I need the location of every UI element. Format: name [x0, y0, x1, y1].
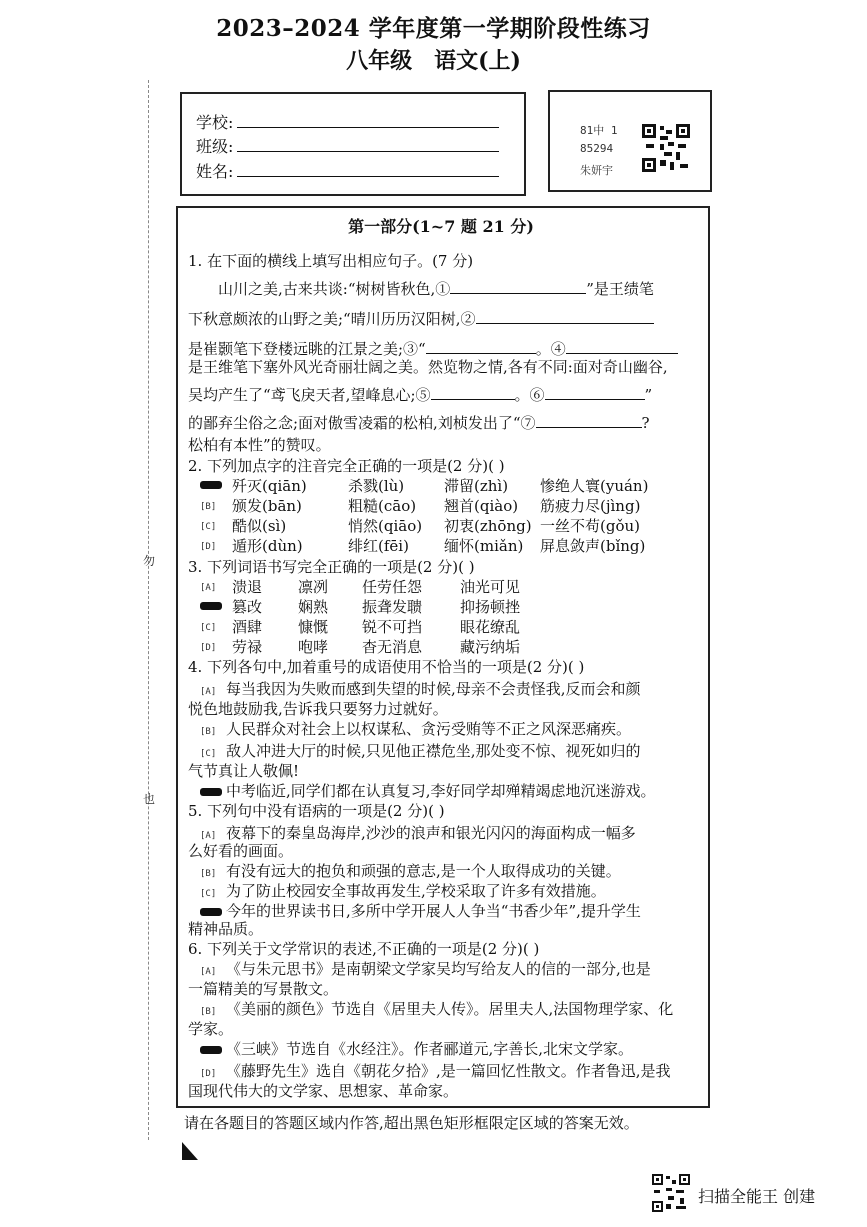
q1-line-5: 吴均产生了“鸢飞戾天者,望峰息心;⑤ 。⑥ ”	[188, 386, 653, 404]
q2-option-item: 惨绝人寰(yuán)	[540, 477, 649, 495]
grade-label: 八年级	[346, 48, 413, 74]
q6-option-a[interactable]: [A] 《与朱元思书》是南朝梁文学家吴均写给友人的信的一部分,也是	[200, 960, 651, 978]
q3-option-item: 杳无消息	[362, 638, 423, 656]
student-code-box	[548, 90, 712, 192]
q3-option-item: 咆哮	[298, 638, 329, 656]
code-line-1: 81中 1	[580, 124, 618, 137]
q3-stem: 3. 下列词语书写完全正确的一项是(2 分)( )	[188, 558, 475, 576]
q5-stem: 5. 下列句中没有语病的一项是(2 分)( )	[188, 802, 445, 820]
q3-option-item: 酒肆	[232, 618, 263, 636]
q4-option-c[interactable]: [C] 敌人冲进大厅的时候,只见他正襟危坐,那处变不惊、视死如归的	[200, 742, 641, 760]
q3-option-item: 油光可见	[460, 578, 521, 596]
binding-mark: 也	[143, 792, 156, 806]
q1-line-3: 是崔颢笔下登楼远眺的江景之美;③“ 。④	[188, 338, 678, 359]
q1-blank-6[interactable]	[545, 387, 645, 400]
code-line-2: 85294	[580, 142, 614, 155]
q2-option-item: 缅怀(miǎn)	[444, 537, 524, 555]
q3-option-tag[interactable]: [D]	[200, 643, 217, 653]
school-row	[196, 110, 499, 133]
q1-blank-5[interactable]	[431, 387, 515, 400]
class-label: 班级:	[196, 137, 234, 156]
q3-option-item: 抑扬顿挫	[460, 598, 521, 616]
qr-code-icon	[642, 124, 690, 172]
section-title: 第一部分(1~7 题 21 分)	[348, 217, 534, 236]
q6-option-b-cont: 学家。	[188, 1020, 234, 1038]
q6-option-c[interactable]: 《三峡》节选自《水经注》。作者郦道元,字善长,北宋文学家。	[200, 1038, 633, 1059]
q6-option-d[interactable]: [D] 《藤野先生》选自《朝花夕拾》,是一篇回忆性散文。作者鲁迅,是我	[200, 1062, 671, 1080]
exam-subtitle	[0, 44, 867, 75]
q5-option-d-cont: 精神品质。	[188, 920, 264, 938]
q1-line-4: 是王维笔下塞外风光奇丽壮阔之美。然览物之情,各有不同:面对奇山幽谷,	[188, 358, 668, 376]
q2-option-item: 酷似(sì)	[232, 517, 287, 535]
q2-option-item: 一丝不苟(gǒu)	[540, 517, 640, 535]
q1-blank-1[interactable]	[450, 281, 586, 294]
q2-option-item: 遁形(dùn)	[232, 537, 303, 555]
q2-option-item: 粗糙(cāo)	[348, 497, 417, 515]
q6-option-b[interactable]: [B] 《美丽的颜色》节选自《居里夫人传》。居里夫人,法国物理学家、化	[200, 1000, 674, 1018]
q5-option-d[interactable]: 今年的世界读书日,多所中学开展人人争当“书香少年”,提升学生	[200, 900, 641, 921]
filled-answer-mark	[200, 1046, 222, 1054]
name-row	[196, 159, 499, 182]
name-label: 姓名:	[196, 162, 234, 181]
scanner-qr-icon	[652, 1174, 690, 1212]
filled-answer-mark	[200, 481, 222, 489]
q3-option-item: 慷慨	[298, 618, 329, 636]
q3-option-item: 凛冽	[298, 578, 329, 596]
q2-option-tag[interactable]: [B]	[200, 502, 217, 512]
q3-option-tag[interactable]: [C]	[200, 623, 217, 633]
q2-option-item: 翘首(qiào)	[444, 497, 519, 515]
q4-option-b[interactable]: [B] 人民群众对社会上以权谋私、贪污受贿等不正之风深恶痛疾。	[200, 720, 632, 738]
q2-option-item: 悄然(qiāo)	[348, 517, 423, 535]
q3-option-item: 溃退	[232, 578, 263, 596]
q6-option-d-cont: 国现代伟大的文学家、思想家、革命家。	[188, 1082, 459, 1100]
q2-option-item: 屏息敛声(bǐng)	[540, 537, 646, 555]
q5-option-b[interactable]: [B] 有没有远大的抱负和顽强的意志,是一个人取得成功的关键。	[200, 862, 621, 880]
answer-region-note: 请在各题目的答题区域内作答,超出黑色矩形框限定区域的答案无效。	[184, 1114, 639, 1132]
q3-option-item: 娴熟	[298, 598, 329, 616]
q2-option-tag[interactable]: [C]	[200, 522, 217, 532]
exam-title: 2023–2024 学年度第一学期阶段性练习	[216, 15, 651, 42]
q2-stem: 2. 下列加点字的注音完全正确的一项是(2 分)( )	[188, 457, 505, 475]
name-field[interactable]	[237, 162, 499, 177]
q4-option-a-cont: 悦色地鼓励我,告诉我只要努力过就好。	[188, 700, 448, 718]
q2-option-item: 杀戮(lù)	[348, 477, 405, 495]
q2-option-item: 绯红(fēi)	[348, 537, 409, 555]
q3-option-item: 锐不可挡	[362, 618, 423, 636]
q1-line-2: 下秋意颇浓的山野之美;“晴川历历汉阳树,②	[188, 308, 654, 329]
scanner-watermark: 扫描全能王 创建	[698, 1187, 816, 1206]
school-label: 学校:	[196, 113, 234, 132]
class-row	[196, 134, 499, 157]
corner-arrow-icon	[182, 1142, 198, 1160]
filled-answer-mark	[200, 602, 222, 610]
q2-option-tag[interactable]: [D]	[200, 542, 217, 552]
q2-option-item: 颁发(bān)	[232, 497, 302, 515]
q1-blank-3[interactable]	[426, 341, 536, 354]
binding-line	[148, 80, 149, 1140]
class-field[interactable]	[237, 137, 499, 152]
q3-option-item: 振聋发聩	[362, 598, 423, 616]
q2-option-item: 歼灭(qiān)	[232, 477, 307, 495]
q1-line-7: 松柏有本性”的赞叹。	[188, 436, 331, 454]
q4-option-d[interactable]: 中考临近,同学们都在认真复习,李好同学却殚精竭虑地沉迷游戏。	[200, 780, 656, 801]
filled-answer-mark	[200, 788, 222, 796]
q2-option-item: 初衷(zhōng)	[444, 517, 532, 535]
q1-stem: 1. 在下面的横线上填写出相应句子。(7 分)	[188, 252, 474, 270]
code-line-3: 朱妍宇	[580, 164, 613, 177]
q2-option-item: 筋疲力尽(jìng)	[540, 497, 641, 515]
q3-option-item: 眼花缭乱	[460, 618, 521, 636]
subject-label: 语文(上)	[434, 48, 521, 74]
q6-stem: 6. 下列关于文学常识的表述,不正确的一项是(2 分)( )	[188, 940, 540, 958]
q4-option-a[interactable]: [A] 每当我因为失败而感到失望的时候,母亲不会责怪我,反而会和颜	[200, 680, 641, 698]
student-info-box	[180, 92, 526, 196]
q5-option-a[interactable]: [A] 夜幕下的秦皇岛海岸,沙沙的浪声和银光闪闪的海面构成一幅多	[200, 824, 636, 842]
q1-blank-2[interactable]	[476, 311, 654, 324]
q1-blank-4[interactable]	[566, 341, 678, 354]
q3-option-tag[interactable]: [A]	[200, 583, 217, 593]
q3-option-item: 篡改	[232, 598, 263, 616]
school-field[interactable]	[237, 113, 499, 128]
q1-line-1: 山川之美,古来共谈:“树树皆秋色,① ”是王绩笔	[218, 280, 654, 298]
q1-blank-7[interactable]	[536, 415, 642, 428]
q2-option-tag[interactable]	[200, 475, 226, 493]
q3-option-item: 任劳任怨	[362, 578, 423, 596]
q3-option-item: 劳禄	[232, 638, 263, 656]
q5-option-c[interactable]: [C] 为了防止校园安全事故再发生,学校采取了许多有效措施。	[200, 882, 606, 900]
q6-option-a-cont: 一篇精美的写景散文。	[188, 980, 339, 998]
binding-mark: 勿	[143, 554, 156, 568]
q5-option-a-cont: 么好看的画面。	[188, 842, 294, 860]
q3-option-item: 藏污纳垢	[460, 638, 521, 656]
filled-answer-mark	[200, 908, 222, 916]
q1-line-6: 的鄙弃尘俗之念;面对傲雪凌霜的松柏,刘桢发出了“⑦ ?	[188, 414, 650, 432]
q4-option-c-cont: 气节真让人敬佩!	[188, 762, 300, 780]
q4-stem: 4. 下列各句中,加着重号的成语使用不恰当的一项是(2 分)( )	[188, 658, 585, 676]
q2-option-item: 滞留(zhì)	[444, 477, 509, 495]
q3-option-tag[interactable]	[200, 596, 226, 614]
